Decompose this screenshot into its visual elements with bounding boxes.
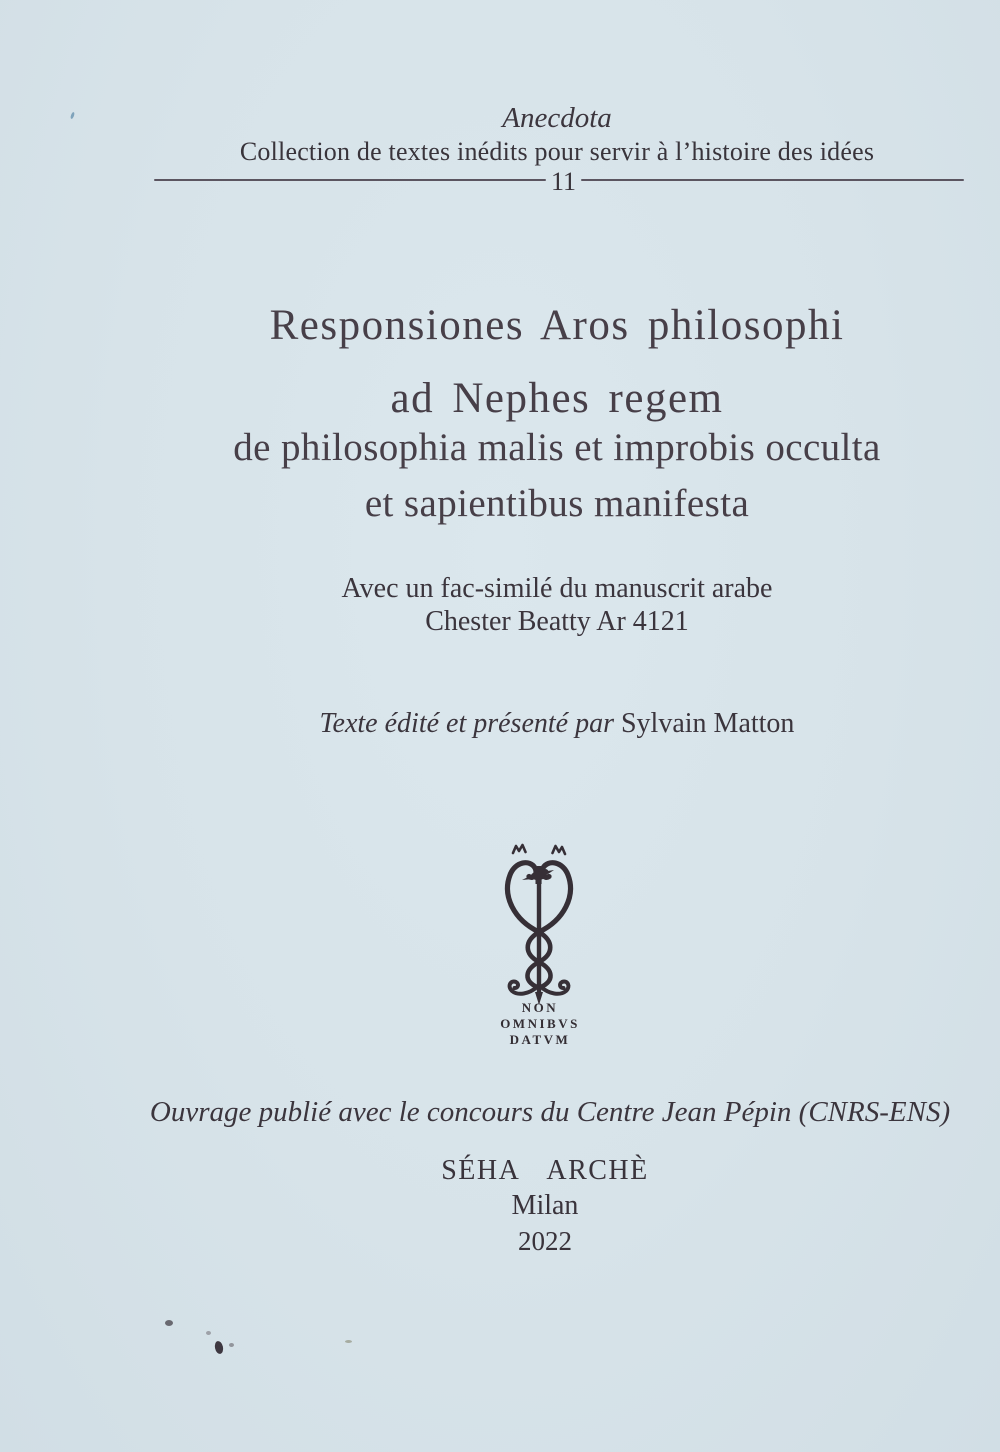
book-title-line-1: Responsiones Aros philosophi [269, 302, 845, 349]
editor-name: Sylvain Matton [613, 708, 795, 739]
volume-number: 11 [551, 167, 577, 196]
book-title-line-2: ad Nephes regem [390, 375, 724, 422]
support-note: Ouvrage publié avec le concours du Centre Jean Pépin (CNRS-ENS) [149, 1096, 951, 1128]
facsimile-note: Avec un fac-similé du manuscrit arabe [341, 573, 773, 604]
ink-speck [229, 1343, 234, 1347]
ink-speck [206, 1331, 211, 1335]
series-volume-divider [154, 167, 964, 196]
publisher-names [45, 1157, 1000, 1185]
divider-rule-left [154, 179, 546, 182]
ink-speck [214, 1340, 225, 1354]
caduceus-two-crowned-snakes-bird-icon [489, 838, 589, 1008]
publisher-arche: ARCHÈ [546, 1155, 649, 1186]
motto-line-2: OMNIBVS [500, 1016, 580, 1031]
divider-rule-right [581, 179, 964, 182]
motto-line-1: NON [521, 1000, 559, 1015]
manuscript-reference: Chester Beatty Ar 4121 [425, 606, 689, 637]
ink-speck [345, 1340, 352, 1343]
publisher-seha: SÉHA [441, 1155, 521, 1186]
book-title-line-4: et sapientibus manifesta [364, 482, 750, 525]
publication-year: 2022 [518, 1226, 572, 1256]
book-title-line-3: de philosophia malis et improbis occulta [233, 426, 881, 469]
ink-speck [165, 1320, 173, 1326]
editor-prefix: Texte édité et présenté par [319, 708, 614, 739]
publisher-motto [40, 1000, 1000, 1048]
series-subtitle: Collection de textes inédits pour servir à l’histoire des idées [239, 137, 875, 166]
editor-line [57, 710, 1000, 738]
motto-line-3: DATVM [509, 1032, 571, 1047]
publication-city: Milan [511, 1190, 579, 1221]
series-name: Anecdota [502, 102, 612, 134]
